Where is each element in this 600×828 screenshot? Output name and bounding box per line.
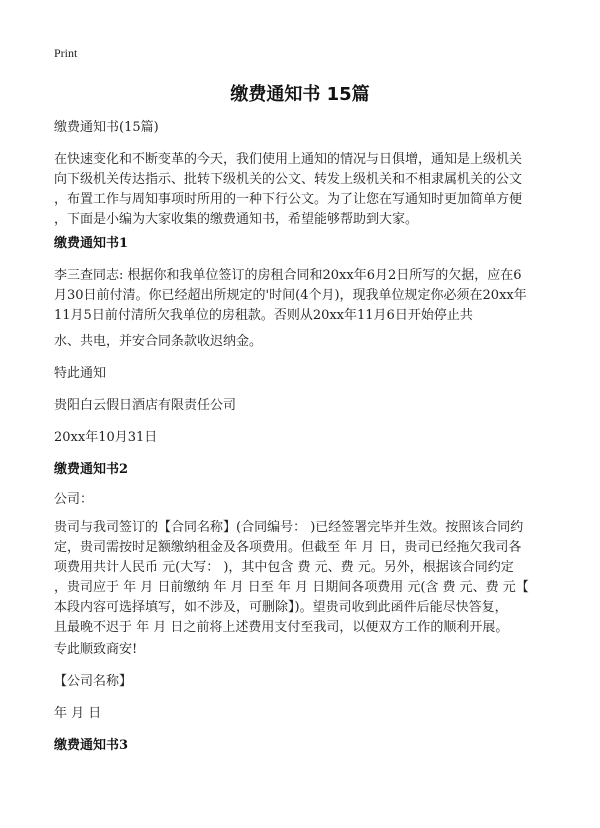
section1-body <box>54 266 554 326</box>
section2-line: 定，贵司需按时足额缴纳租金及各项费用。但截至 年 月 日，贵司已经拖欠我司各 <box>54 540 522 555</box>
section1-company: 贵阳白云假日酒店有限责任公司 <box>54 398 237 413</box>
document-title: 缴费通知书 15篇 <box>230 84 370 105</box>
section2-heading: 缴费通知书2 <box>54 462 129 477</box>
section2-company-placeholder: 【公司名称】 <box>54 674 133 689</box>
section1-heading: 缴费通知书1 <box>54 236 129 251</box>
intro-line: ，下面是小编为大家收集的缴费通知书，希望能够帮助到大家。 <box>54 212 419 227</box>
section1-body-continued: 水、共电，并安合同条款收迟纳金。 <box>54 334 263 349</box>
section2-salutation: 公司： <box>54 492 94 507</box>
section1-line: 11月5日前付清所欠我单位的房租款。否则从20xx年11月6日开始停止共 <box>54 308 473 323</box>
section3-heading: 缴费通知书3 <box>54 738 129 753</box>
intro-line: ，布置工作与周知事项时所用的一种下行公文。为了让您在写通知时更加简单方便 <box>54 192 523 207</box>
section2-line: 且最晚不迟于 年 月 日之前将上述费用支付至我司，以便双方工作的顺利开展。 <box>54 620 509 635</box>
document-subtitle: 缴费通知书(15篇) <box>54 120 159 135</box>
intro-paragraph <box>54 150 554 230</box>
section2-line: 项费用共计人民币 元(大写： )，其中包含 费 元、费 元。另外，根据该合同约定 <box>54 560 514 575</box>
section1-line: 李三查同志: 根据你和我单位签订的房租合同和20xx年6月2日所写的欠据，应在6 <box>54 268 522 283</box>
section2-body <box>54 518 554 638</box>
section2-closing: 专此顺致商安! <box>54 642 138 657</box>
section2-line: 本段内容可选择填写，如不涉及，可删除】)。望贵司收到此函件后能尽快答复， <box>54 600 508 615</box>
section2-date: 年 月 日 <box>54 706 102 721</box>
intro-line: 在快速变化和不断变革的今天，我们使用上通知的情况与日俱增，通知是上级机关 <box>54 152 523 167</box>
section1-line: 月30日前付清。你已经超出所规定的'时间(4个月)，现我单位规定你必须在20xx年 <box>54 288 527 303</box>
section2-line: ，贵司应于 年 月 日前缴纳 年 月 日至 年 月 日期间各项费用 元(含 费 元、费 元【 <box>54 580 529 595</box>
section1-date: 20xx年10月31日 <box>54 430 158 445</box>
print-label: Print <box>54 46 78 60</box>
section1-notice: 特此通知 <box>54 366 107 381</box>
intro-line: 向下级机关传达指示、批转下级机关的公文、转发上级机关和不相隶属机关的公文 <box>54 172 523 187</box>
section2-line: 贵司与我司签订的【合同名称】(合同编号： )已经签署完毕并生效。按照该合同约 <box>54 520 524 535</box>
